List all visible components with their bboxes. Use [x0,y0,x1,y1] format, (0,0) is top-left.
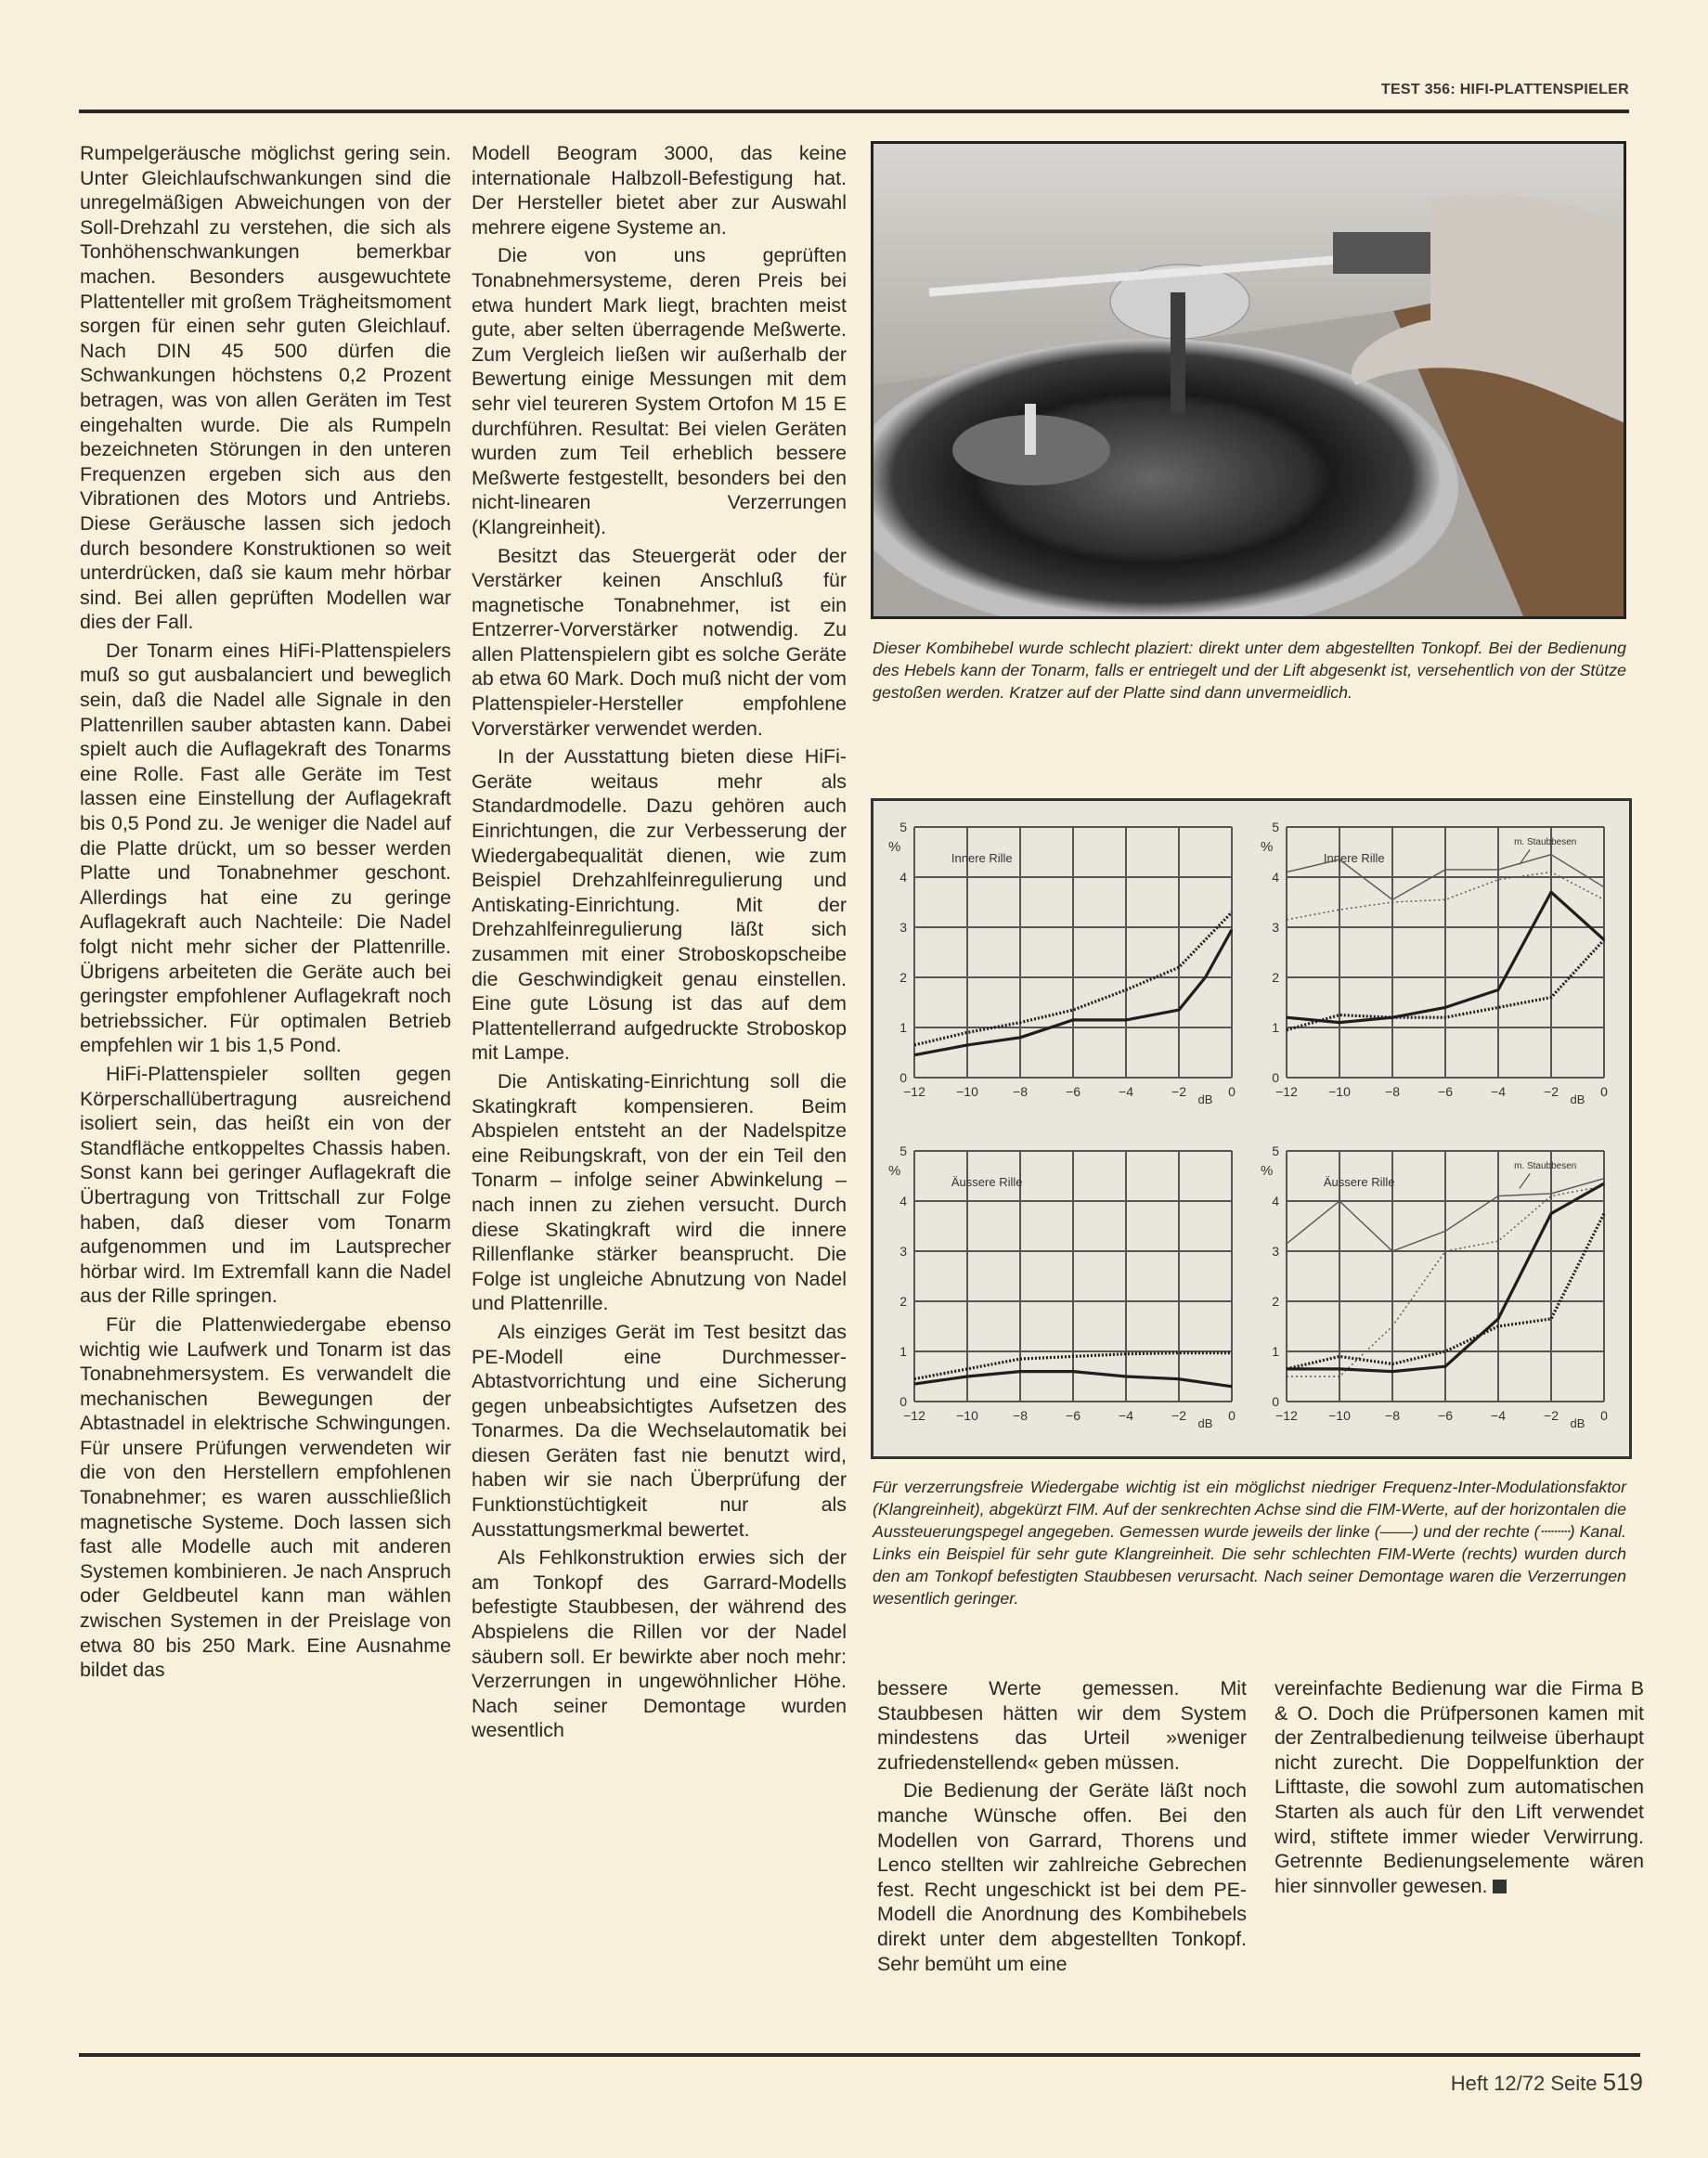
paragraph: Die Antiskating-Einrichtung soll die Skatingkraft kompensieren. Beim Abspielen entsteht an der Nadelspitze eine Reibungskraft, von der ein Teil den Tonarm – infolge seiner Abwinkelung – nach innen zu ziehen versucht. Durch diese Skatingkraft wird die innere Rillenflanke stärker beansprucht. Die Folge ist ungleiche Abnutzung von Nadel und Plattenrille. [472,1069,847,1315]
y-tick-label: 4 [899,1194,907,1208]
photo-caption: Dieser Kombihebel wurde schlecht plaziert: direkt unter dem abgestellten Tonkopf. Bei der Bedienung des Hebels kann der Tonarm, falls er entriegelt und der Lift abgesenkt ist, versehentlich von der Stütze gestoßen werden. Kratzer auf der Platte sind dann unvermeidlich. [873,639,1626,702]
header-rule [79,110,1629,113]
x-tick-label: −8 [1013,1084,1028,1099]
x-tick-label: −8 [1385,1084,1400,1099]
fim-charts [873,801,1629,1456]
y-tick-label: 2 [1272,1294,1279,1309]
y-tick-label: 3 [899,1244,907,1259]
x-tick-label: −4 [1119,1408,1133,1423]
footer-rule [79,2053,1640,2057]
text-column-4 [1275,1676,1644,1898]
x-tick-label: 0 [1600,1084,1608,1099]
x-tick-label: 0 [1228,1084,1236,1099]
y-tick-label: 2 [899,970,907,985]
paragraph: Modell Beogram 3000, das keine internationale Halbzoll-Befestigung hat. Der Hersteller bietet aber zur Auswahl mehrere eigene Systeme an. [472,142,847,239]
chart-4 [1261,1144,1608,1430]
y-tick-label: 0 [899,1394,907,1409]
y-tick-label: 5 [899,1144,907,1158]
paragraph: Als einziges Gerät im Test besitzt das PE-Modell eine Durchmesser-Abtastvorrichtung und eine Sicherung gegen unbeabsichtigtes Aufsetzen des Tonarmes. Da die Wechselautomatik bei diesen Geräten fast nie benutzt wird, haben wir sie nach Überprüfung der Funktionstüchtigkeit nur als Ausstattungsmerkmal bewertet. [472,1320,847,1541]
annotation-label: m. Staubbesen [1514,1160,1577,1171]
x-tick-label: −12 [903,1408,925,1423]
x-tick-label: −10 [956,1408,978,1423]
y-tick-label: 1 [1272,1020,1279,1035]
chart-caption: Für verzerrungsfreie Wiedergabe wichtig ist ein möglichst niedriger Frequenz-Inter-Modulationsfaktor (Klangreinheit), abgekürzt FIM. Auf der senkrechten Achse sind die FIM-Werte, auf der horizontalen die Aussteuerungspegel angegeben. Gemessen wurde jeweils der linke (——) und der rechte (┄┄┄) Kanal. Links ein Beispiel für sehr gute Klangreinheit. Die sehr schlechten FIM-Werte (rechts) wurden durch den am Tonkopf befestigten Staubbesen verursacht. Nach seiner Demontage waren die Verzerrungen wesentlich geringer. [873,1478,1626,1608]
paragraph: Die Bedienung der Geräte läßt noch manche Wünsche offen. Bei den Modellen von Garrard, Thorens und Lenco stellten wir zahlreiche Gebrechen fest. Recht ungeschickt ist bei dem PE-Modell die Anordnung des Kombihebels direkt unter dem abgestellten Tonkopf. Sehr bemüht um eine [877,1779,1247,1975]
end-of-article-icon [1493,1880,1507,1893]
y-tick-label: 3 [1272,1244,1279,1259]
y-tick-label: 5 [899,820,907,834]
paragraph: Für die Plattenwiedergabe ebenso wichtig wie Laufwerk und Tonarm ist das Tonabnehmersystem. Es verwandelt die mechanischen Bewegungen der Abtastnadel in elektrische Schwingungen. Für unsere Prüfungen verwendeten wir die von den Herstellern empfohlenen Tonabnehmer; es waren ausschließlich magnetische Systeme. Doch lassen sich fast alle Modelle auch mit anderen Systemen kombinieren. Je nach Anspruch oder Geldbeutel kann man wählen zwischen Systemen in der Preislage von etwa 80 bis 250 Mark. Eine Ausnahme bildet das [80,1312,451,1682]
chart-title: Äussere Rille [1323,1174,1395,1189]
y-tick-label: 5 [1272,820,1279,834]
y-tick-label: 2 [1272,970,1279,985]
y-tick-label: 1 [899,1020,907,1035]
x-axis-label: dB [1197,1092,1213,1106]
text-column-1 [80,141,451,1683]
page-number: 519 [1602,2068,1643,2096]
y-axis-label: % [1261,839,1274,855]
x-axis-label: dB [1197,1416,1213,1430]
x-tick-label: −2 [1171,1084,1186,1099]
y-tick-label: 0 [899,1070,907,1085]
x-tick-label: −2 [1544,1408,1559,1423]
chart-1 [888,820,1236,1106]
y-tick-label: 4 [1272,1194,1279,1208]
y-tick-label: 0 [1272,1070,1279,1085]
page-footer [1451,2068,1643,2097]
x-tick-label: −8 [1013,1408,1028,1423]
x-tick-label: 0 [1600,1408,1608,1423]
paragraph: bessere Werte gemessen. Mit Staubbesen hätten wir dem System mindestens das Urteil »weniger zufriedenstellend« geben müssen. [877,1677,1247,1774]
chart-2 [1261,820,1608,1106]
paragraph: Rumpelgeräusche möglichst gering sein. Unter Gleichlaufschwankungen sind die unregelmäßigen Abweichungen von der Soll-Drehzahl zu verstehen, die sich als Tonhöhenschwankungen bemerkbar machen. Besonders ausgewuchtete Plattenteller mit großem Trägheitsmoment sorgen für einen sehr guten Gleichlauf. Nach DIN 45 500 dürfen die Schwankungen höchstens 0,2 Prozent betragen, was von allen Geräten im Test eingehalten wurde. Die als Rumpeln bezeichneten Störungen in den unteren Frequenzen ergeben sich aus den Vibrationen des Motors und Antriebs. Diese Geräusche lassen sich jedoch durch besondere Konstruktionen so weit unterdrücken, daß sie kaum mehr hörbar sind. Bei allen geprüften Modellen war dies der Fall. [80,142,451,634]
paragraph: In der Ausstattung bieten diese HiFi-Geräte weitaus mehr als Standardmodelle. Dazu gehören auch Einrichtungen, die zur Verbesserung der Wiedergabequalität dienen, wie zum Beispiel Drehzahlfeinregulierung und Antiskating-Einrichtung. Mit der Drehzahlfeinregulierung läßt sich zusammen mit einer Stroboskopscheibe die Geschwindigkeit genau einstellen. Eine gute Lösung ist das auf dem Plattentellerrand aufgedruckte Stroboskop mit Lampe. [472,745,847,1065]
x-tick-label: −2 [1171,1408,1186,1423]
x-tick-label: −10 [1328,1408,1351,1423]
x-tick-label: −4 [1491,1408,1506,1423]
y-axis-label: % [1261,1163,1274,1179]
y-tick-label: 3 [899,920,907,935]
spindle [1025,404,1036,455]
paragraph [1275,1676,1644,1898]
text-column-3 [877,1676,1247,1976]
paragraph: HiFi-Plattenspieler sollten gegen Körperschallübertragung ausreichend isoliert sein, das heißt ein von der Standfläche entkoppeltes Chassis haben. Sonst kann bei geringer Auflagekraft die Übertragung von Trittschall zur Folge haben, daß dieser vom Tonarm aufgenommen und im Lautsprecher hörbar wird. Im Extremfall kann die Nadel aus der Rille springen. [80,1062,451,1308]
x-tick-label: −2 [1544,1084,1559,1099]
headshell [1333,232,1435,274]
x-tick-label: −6 [1066,1408,1080,1423]
paragraph: Die von uns geprüften Tonabnehmersysteme, deren Preis bei etwa hundert Mark liegt, brachten meist gute, aber selten überragende Meßwerte. Zum Vergleich ließen wir außerhalb der Bewertung einige Messungen mit dem sehr viel teureren System Ortofon M 15 E durchführen. Resultat: Bei vielen Geräten wurden zum Teil erheblich bessere Meßwerte festgestellt, besonders bei den nicht-linearen Verzerrungen (Klangreinheit). [472,244,847,538]
y-tick-label: 1 [899,1344,907,1359]
chart-title: Äussere Rille [951,1174,1023,1189]
annotation-label: m. Staubbesen [1514,836,1577,847]
y-tick-label: 3 [1272,920,1279,935]
chart-3 [888,1144,1236,1430]
x-tick-label: −4 [1491,1084,1506,1099]
y-tick-label: 2 [899,1294,907,1309]
issue-label: Heft 12/72 Seite [1450,2072,1598,2095]
turntable-illustration [873,144,1624,616]
x-tick-label: −4 [1119,1084,1133,1099]
chart-title: Innere Rille [951,850,1013,865]
y-tick-label: 0 [1272,1394,1279,1409]
chart-title: Innere Rille [1323,850,1385,865]
text-column-2 [472,141,847,1743]
paragraph: Der Tonarm eines HiFi-Plattenspielers muß so gut ausbalanciert und beweglich sein, daß die Nadel alle Signale in den Plattenrillen sauber abtasten kann. Dabei spielt auch die Auflagekraft des Tonarms eine Rolle. Fast alle Geräte im Test lassen eine Einstellung der Auflagekraft bis 0,5 Pond zu. Je weniger die Nadel auf die Platte drückt, um so besser werden Platte und Tonabnehmer geschont. Allerdings hat eine zu geringe Auflagekraft auch Nachteile: Die Nadel folgt nicht mehr sicher der Plattenrille. Übrigens arbeiteten die Geräte auch bei geringster empfohlener Auflagekraft noch betriebssicher. Für optimalen Betrieb empfehlen wir 1 bis 1,5 Pond. [80,639,451,1057]
x-axis-label: dB [1570,1416,1585,1430]
paragraph-text: vereinfachte Bedienung war die Firma B & O. Doch die Prüfpersonen kamen mit der Zentralbedienung teilweise überhaupt nicht zurecht. Die Doppelfunktion der Lifttaste, die sowohl zum automatischen Starten als auch für den Lift verwendet wird, stiftete immer wieder Verwirrung. Getrennte Bedienungselemente wären hier sinnvoller gewesen. [1275,1677,1644,1897]
annotation-arrow [1520,1173,1530,1188]
y-tick-label: 1 [1272,1344,1279,1359]
x-tick-label: −6 [1066,1084,1080,1099]
x-tick-label: −12 [1275,1408,1298,1423]
x-tick-label: −6 [1438,1084,1453,1099]
y-axis-label: % [888,839,901,855]
x-tick-label: −8 [1385,1408,1400,1423]
turntable-photo [871,141,1626,619]
x-tick-label: 0 [1228,1408,1236,1423]
y-tick-label: 4 [1272,870,1279,885]
y-tick-label: 5 [1272,1144,1279,1158]
x-tick-label: −10 [1328,1084,1351,1099]
x-tick-label: −12 [1275,1084,1298,1099]
y-axis-label: % [888,1163,901,1179]
fim-charts-panel [871,798,1632,1459]
y-tick-label: 4 [899,870,907,885]
combi-lever [1171,292,1185,413]
paragraph: Als Fehlkonstruktion erwies sich der am Tonkopf des Garrard-Modells befestigte Staubbesen, der während des Abspielens die Rillen vor der Nadel säubern soll. Er bewirkte aber noch mehr: Verzerrungen in ungewöhnlicher Höhe. Nach seiner Demontage wurden wesentlich [472,1546,847,1742]
x-tick-label: −6 [1438,1408,1453,1423]
x-axis-label: dB [1570,1092,1585,1106]
x-tick-label: −12 [903,1084,925,1099]
paragraph: Besitzt das Steuergerät oder der Verstärker keinen Anschluß für magnetische Tonabnehmer, ist ein Entzerrer-Vorverstärker notwendig. Zu allen Plattenspielern gibt es solche Geräte ab etwa 60 Mark. Doch muß nicht der vom Plattenspieler-Hersteller empfohlene Vorverstärker verwendet werden. [472,544,847,740]
running-header: TEST 356: HIFI-PLATTENSPIELER [1380,82,1629,97]
x-tick-label: −10 [956,1084,978,1099]
